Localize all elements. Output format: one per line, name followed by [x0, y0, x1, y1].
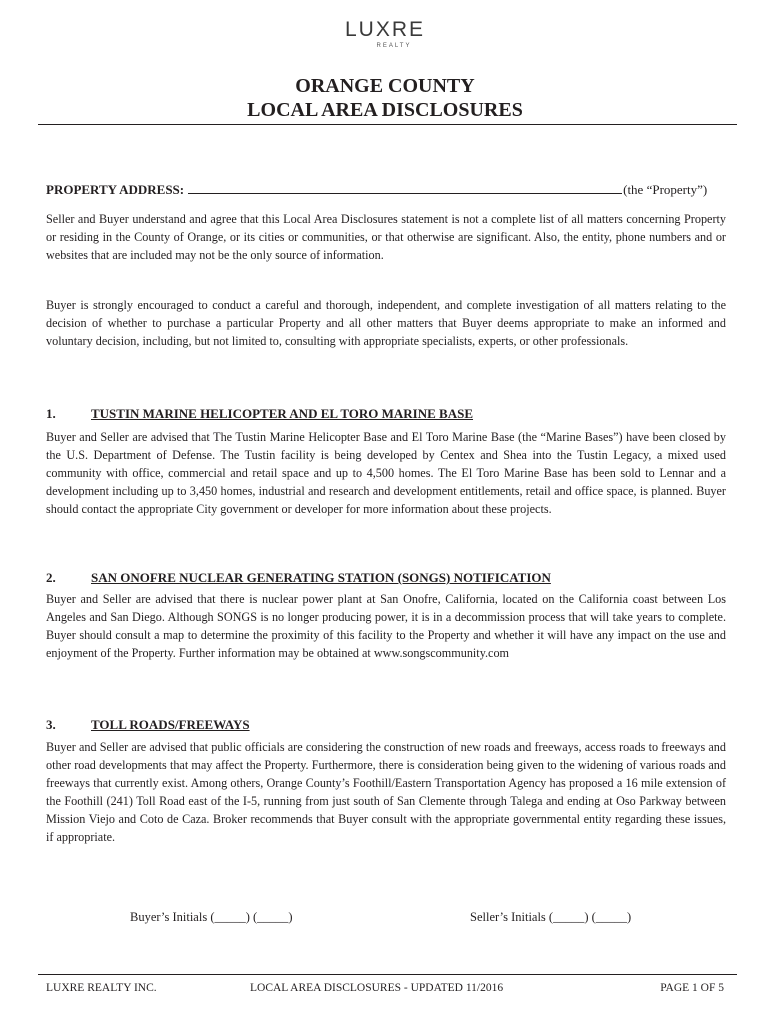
- section-heading-toll-roads: [46, 716, 726, 733]
- title-divider: [38, 124, 737, 125]
- section-title: TUSTIN MARINE HELICOPTER AND EL TORO MARINE BASE: [91, 406, 474, 421]
- section-title: TOLL ROADS/FREEWAYS: [91, 717, 250, 732]
- intro-paragraph-investigation: Buyer is strongly encouraged to conduct a careful and thorough, independent, and complete investigation of all matters relating to the decision of whether to purchase a particular Property and all other matters that Buyer deems appropriate to make an informed and voluntary decision, including, but not limited to, consulting with appropriate specialists, experts, or other professionals.: [46, 298, 726, 348]
- section-body-tustin: Buyer and Seller are advised that The Tustin Marine Helicopter Base and El Toro Marine Base (the “Marine Bases”) have been closed by the U.S. Department of Defense. The Tustin facility is being developed by Centex and Shea into the Tustin Legacy, a mixed used community with office, commercial and retail space and up to 4,500 homes. The El Toro Marine Base has been sold to Lennar and a development including up to 3,450 homes, industrial and research and development entitlements, retail and office space, is planned. Buyer should contact the appropriate City government or developer for more information about these projects.: [46, 430, 726, 516]
- property-address-suffix: (the “Property”): [623, 182, 708, 197]
- seller-initials[interactable]: Seller’s Initials (_____) (_____): [470, 910, 632, 924]
- section-number: 1.: [46, 406, 56, 421]
- section-number: 2.: [46, 570, 56, 585]
- property-address-field[interactable]: [188, 181, 622, 194]
- footer-company: LUXRE REALTY INC.: [46, 982, 157, 994]
- title-line-county: ORANGE COUNTY: [295, 75, 475, 97]
- intro-paragraph-scope: Seller and Buyer understand and agree that this Local Area Disclosures statement is not a complete list of all matters concerning Property or residing in the County of Orange, or its cities or communities, or that otherwise are significant. Also, the entity, phone numbers and or websites that are included may not be the only source of information.: [46, 212, 726, 262]
- title-line-disclosures: LOCAL AREA DISCLOSURES: [247, 99, 523, 121]
- footer-page-number: PAGE 1 OF 5: [660, 982, 724, 994]
- logo-subtitle: REALTY: [376, 43, 412, 49]
- document-title: [0, 74, 770, 122]
- footer-divider: [38, 974, 737, 975]
- section-body-songs: Buyer and Seller are advised that there is nuclear power plant at San Onofre, California, located on the California coast between Los Angeles and San Diego. Although SONGS is no longer producing power, it is in a decommission process that will take years to complete. Buyer should consult a map to determine the proximity of this facility to the Property and whether it will have any impact on the use and enjoyment of the Property. Further information may be obtained at www.songscommunity.com: [46, 592, 726, 660]
- section-heading-tustin: [46, 405, 726, 422]
- buyer-initials[interactable]: Buyer’s Initials (_____) (_____): [130, 910, 293, 924]
- property-address-label: PROPERTY ADDRESS:: [46, 182, 185, 197]
- section-number: 3.: [46, 717, 56, 732]
- footer-document-name: LOCAL AREA DISCLOSURES - UPDATED 11/2016: [250, 982, 504, 994]
- logo-wordmark: LUXRE: [344, 18, 426, 41]
- section-title: SAN ONOFRE NUCLEAR GENERATING STATION (SONGS) NOTIFICATION: [91, 570, 551, 585]
- section-heading-songs: [46, 569, 726, 586]
- luxre-logo: [0, 18, 770, 50]
- property-address-row: [46, 181, 726, 198]
- section-body-toll-roads: Buyer and Seller are advised that public officials are considering the construction of new roads and freeways, access roads to freeways and other road developments that may affect the Property. Furthermore, there is consideration being given to the widening of various roads and freeways that currently exist. Among others, Orange County’s Foothill/Eastern Transportation Agency has proposed a 16 mile extension of the Foothill (241) Toll Road east of the I-5, running from just south of San Clemente through Talega and ending at Oso Parkway between Mission Viejo and Coto de Caza. Broker recommends that Buyer consult with the appropriate governmental entity regarding these issues, if appropriate.: [46, 740, 726, 844]
